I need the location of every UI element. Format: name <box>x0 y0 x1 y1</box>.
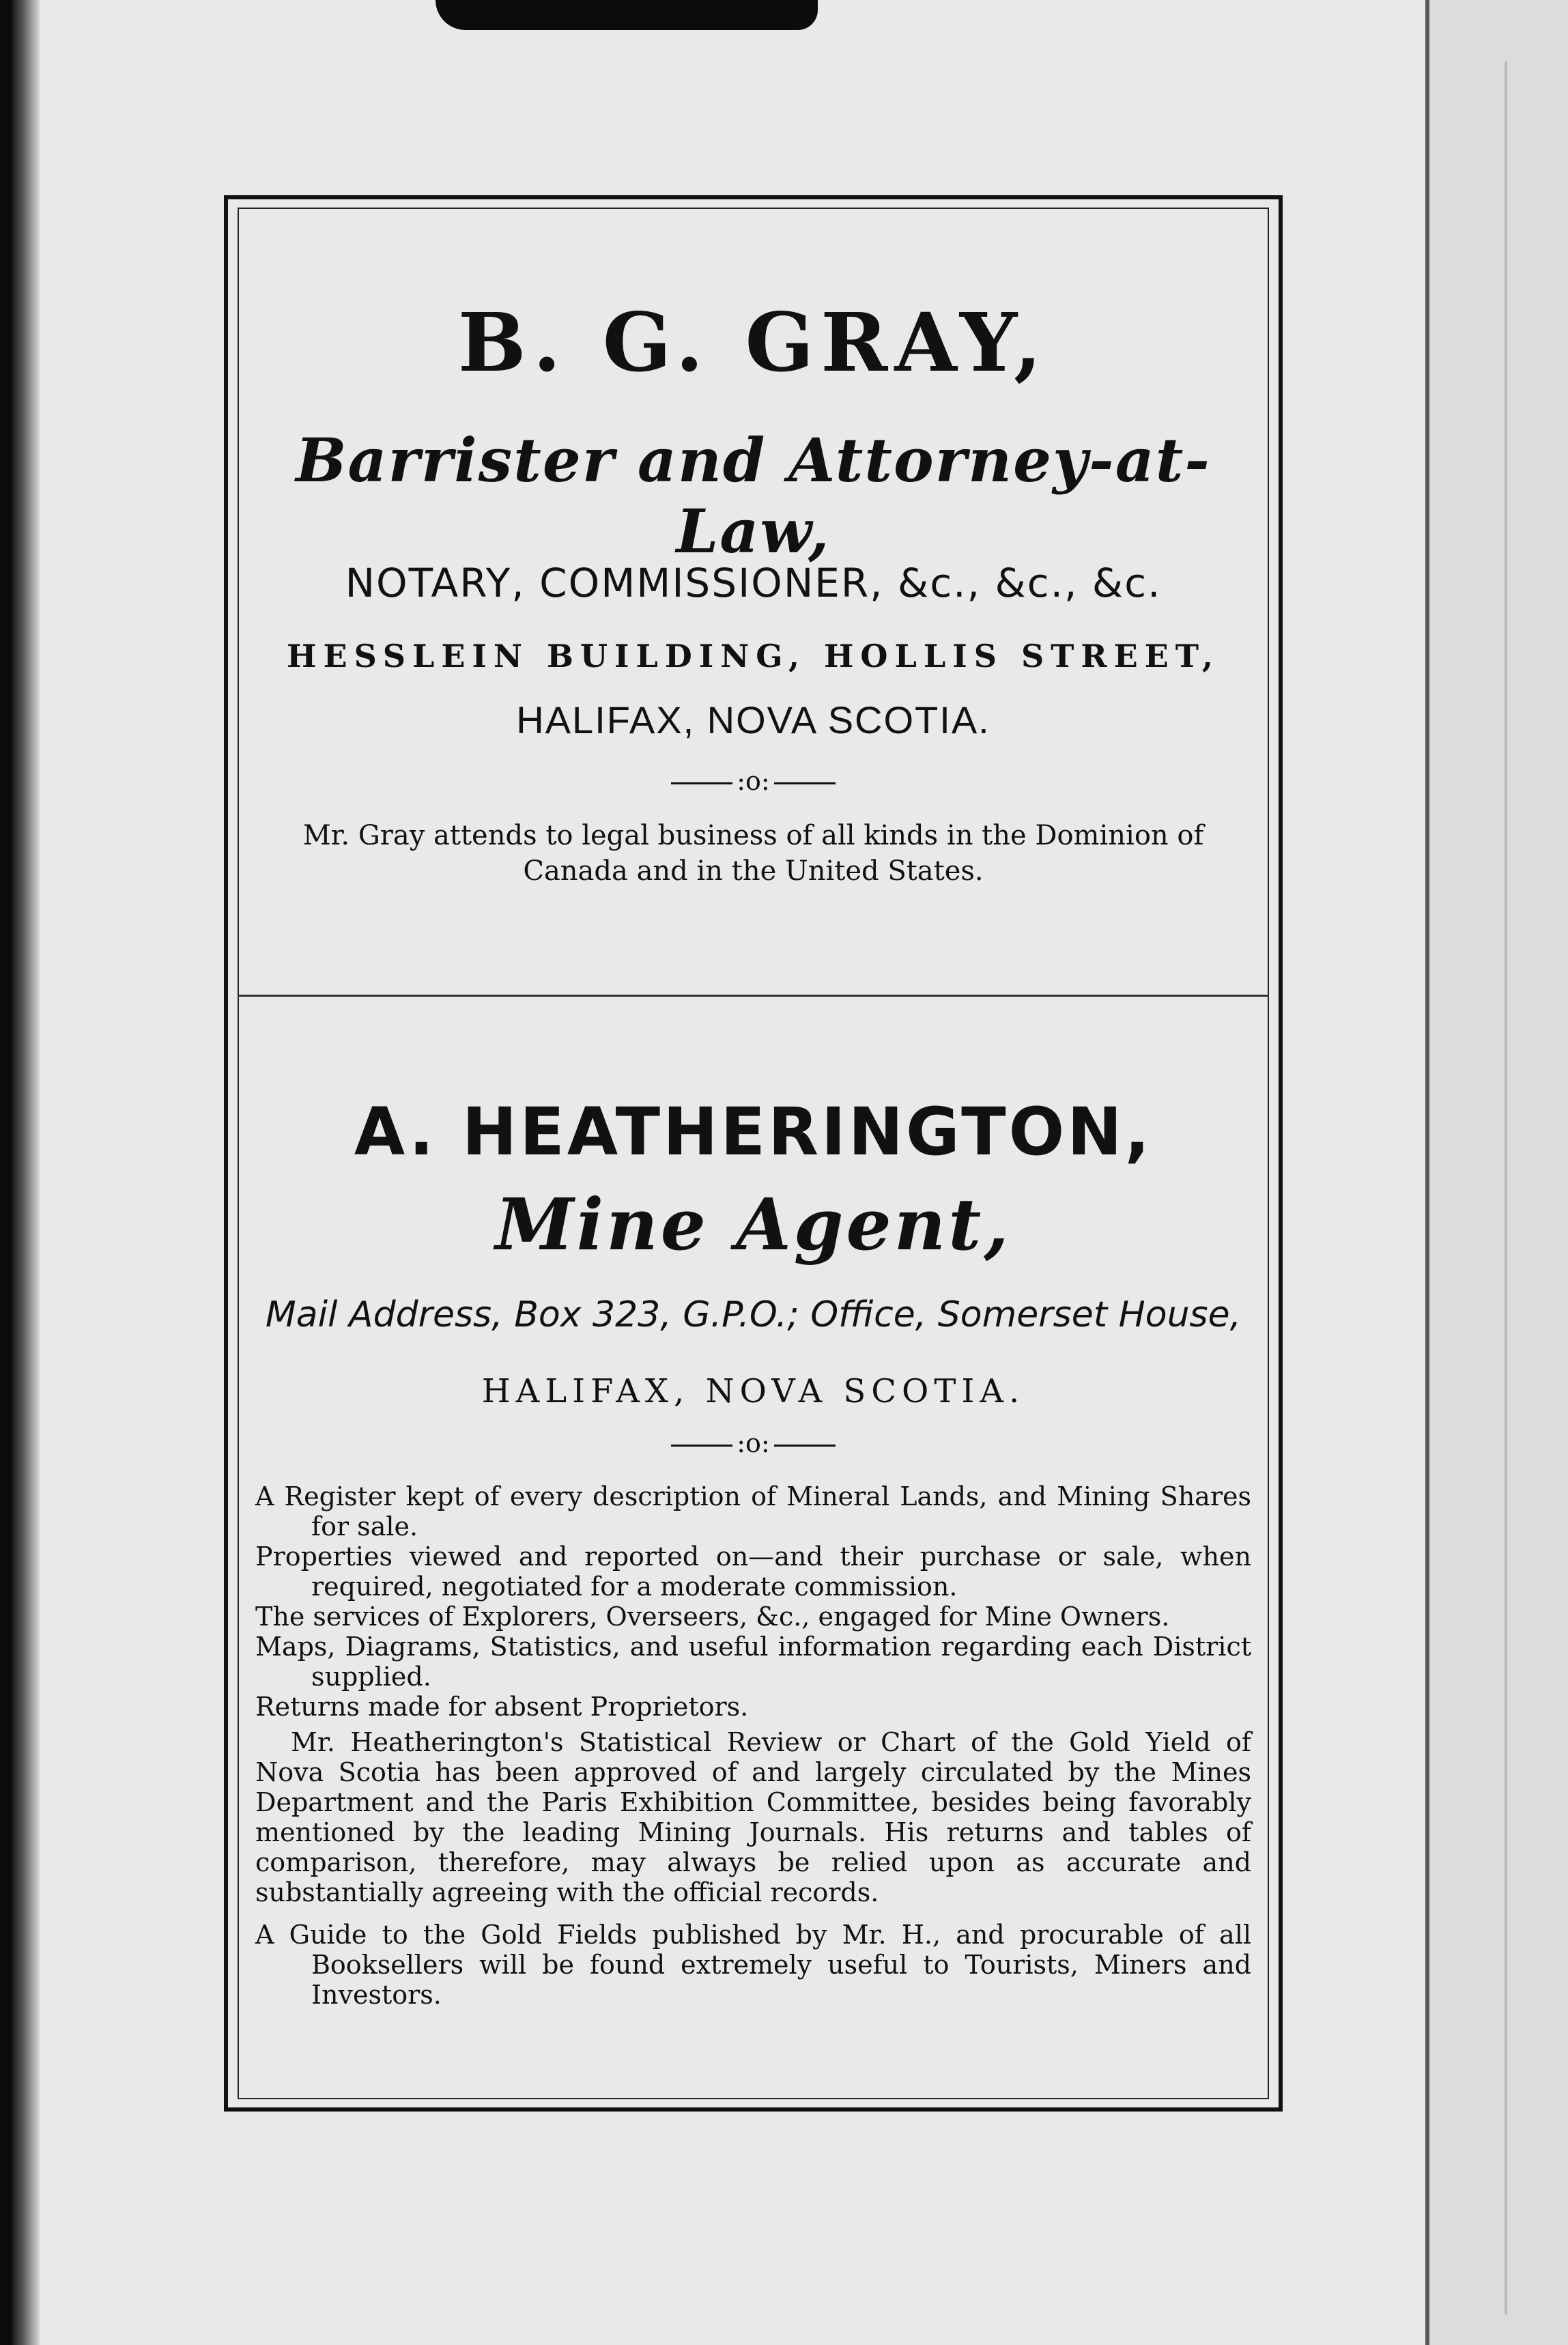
separator-dash <box>774 1445 836 1447</box>
adjacent-page-rule <box>1505 61 1507 2314</box>
gray-offices: NOTARY, COMMISSIONER, &c., &c., &c. <box>345 560 1162 606</box>
service-item: A Register kept of every description of Mineral Lands, and Mining Shares for sale. <box>255 1481 1251 1541</box>
gray-note: Mr. Gray attends to legal business of all kinds in the Dominion of Canada and in the United States. <box>302 820 1204 887</box>
page-left-edge <box>12 0 40 2345</box>
separator-mark: :o: <box>737 766 770 796</box>
heatherington-city: HALIFAX, NOVA SCOTIA. <box>481 1372 1025 1410</box>
service-item: Properties viewed and reported on—and their purchase or sale, when required, negotiated for a moderate commission. <box>255 1541 1251 1602</box>
separator-dash <box>671 1445 732 1447</box>
heatherington-title: Mine Agent, <box>495 1182 1012 1266</box>
heatherington-separator <box>228 1428 1279 1458</box>
advertisement-frame <box>224 195 1283 2112</box>
services-list <box>255 1481 1251 2010</box>
service-item: Maps, Diagrams, Statistics, and useful information regarding each District supplied. <box>255 1632 1251 1692</box>
separator-dash <box>774 782 836 784</box>
guide-paragraph: A Guide to the Gold Fields published by Mr. H., and procurable of all Booksellers will be found extremely useful to Tourists, Miners and Investors. <box>255 1920 1251 2010</box>
heatherington-name: A. HEATHERINGTON, <box>354 1094 1153 1170</box>
service-item: The services of Explorers, Overseers, &c., engaged for Mine Owners. <box>255 1602 1170 1632</box>
gray-name: B. G. GRAY, <box>457 295 1049 390</box>
heatherington-contact: Mail Address, Box 323, G.P.O.; Office, Somerset House, <box>265 1294 1242 1335</box>
service-item: Returns made for absent Proprietors. <box>255 1692 749 1722</box>
section-divider <box>238 995 1269 997</box>
page-tear <box>436 0 818 30</box>
separator-mark: :o: <box>737 1428 770 1458</box>
gray-city: HALIFAX, NOVA SCOTIA. <box>516 698 990 741</box>
separator-dash <box>671 782 732 784</box>
gray-separator <box>228 766 1279 796</box>
scanned-page <box>12 0 1425 2345</box>
gray-title: Barrister and Attorney-at-Law, <box>296 425 1211 567</box>
gray-address: HESSLEIN BUILDING, HOLLIS STREET, <box>287 638 1220 674</box>
adjacent-page-strip <box>1425 0 1568 2345</box>
review-paragraph: Mr. Heatherington's Statistical Review or Chart of the Gold Yield of Nova Scotia has been approved of and largely circulated by the Mines Department and the Paris Exhibition Committee, besides being favorably mentioned by the leading Mining Journals. His returns and tables of comparison, therefore, may always be relied upon as accurate and substantially agreeing with the official records. <box>255 1727 1251 1907</box>
